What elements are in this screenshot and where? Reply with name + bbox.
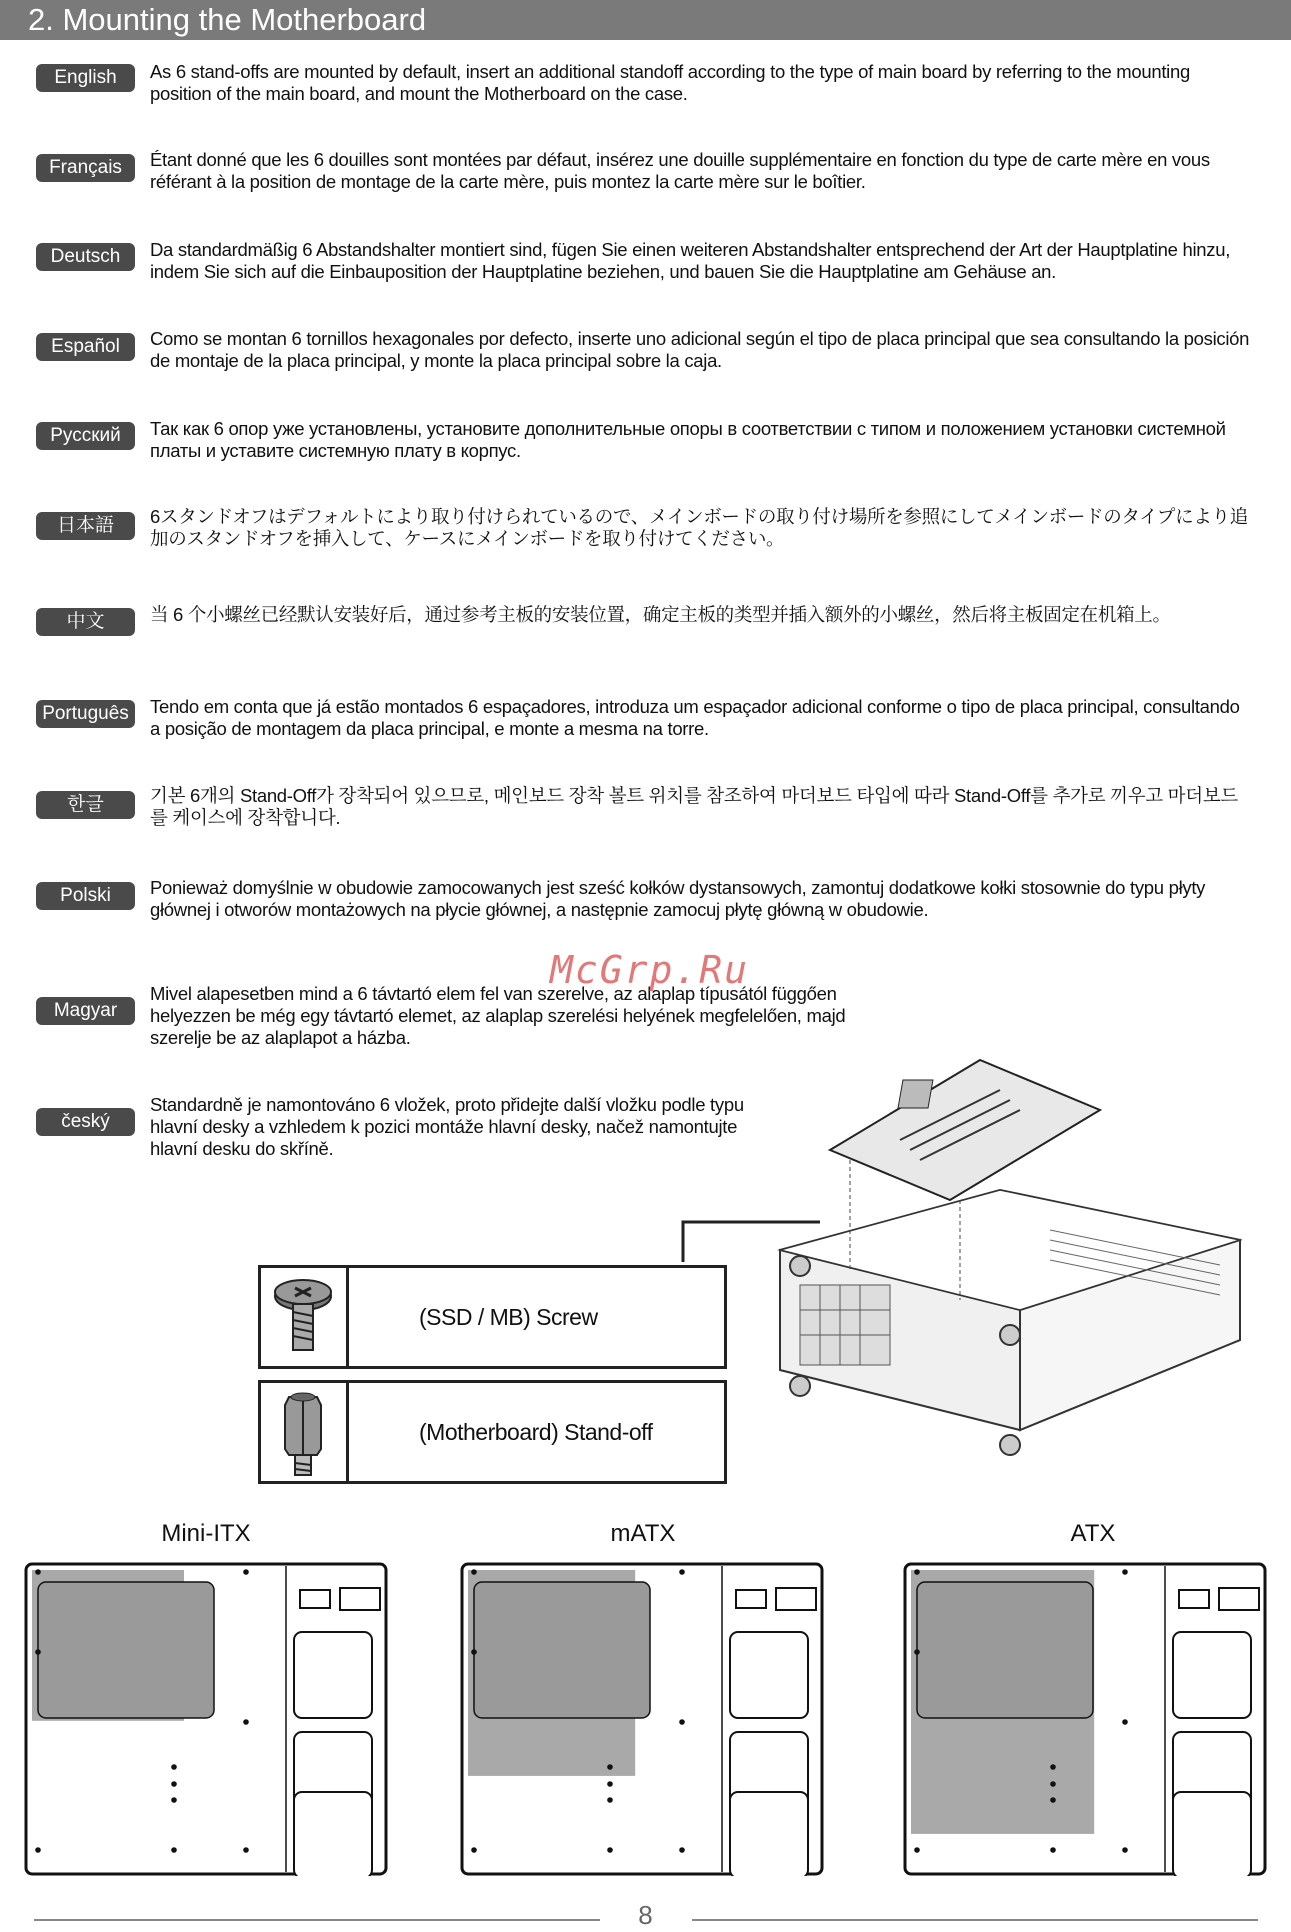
screw-icon — [261, 1268, 343, 1366]
standoff-hole — [35, 1847, 41, 1853]
language-badge: český — [36, 1108, 135, 1136]
bracket — [776, 1588, 816, 1610]
drive-cage — [294, 1792, 372, 1876]
standoff-hole — [914, 1569, 920, 1575]
standoff-hole — [243, 1569, 249, 1575]
standoff-hole — [1122, 1719, 1128, 1725]
standoff-hole — [1050, 1781, 1056, 1787]
standoff-hole — [243, 1719, 249, 1725]
language-text: 기본 6개의 Stand-Off가 장착되어 있으므로, 메인보드 장착 볼트 위치를 참조하여 마더보드 타입에 따라 Stand-Off를 추가로 끼우고 마더보드를 케이스에 장착합니다. — [150, 785, 1238, 828]
standoff-hole — [607, 1847, 613, 1853]
language-badge: 中文 — [36, 608, 135, 636]
standoff-hole — [914, 1847, 920, 1853]
language-text: Так как 6 опор уже установлены, установите дополнительные опоры в соответствии с типом и положением установки системной платы и уставите системную плату в корпус. — [150, 418, 1226, 461]
language-text: Étant donné que les 6 douilles sont montées par défaut, insérez une douille supplémentaire en fonction du type de carte mère en vous référant à la position de montage de la carte mère, puis montez la carte mère sur le boîtier. — [150, 149, 1210, 192]
standoff-hole — [679, 1719, 685, 1725]
layout-diagram-mini-itx — [24, 1562, 388, 1876]
drive-cage — [294, 1632, 372, 1718]
bracket — [300, 1590, 330, 1608]
standoff-hole — [171, 1781, 177, 1787]
legend-label: (Motherboard) Stand-off — [419, 1419, 653, 1445]
standoff-hole — [171, 1847, 177, 1853]
drive-cage — [730, 1632, 808, 1718]
standoff-hole — [1050, 1797, 1056, 1803]
language-badge: 한글 — [36, 791, 135, 819]
standoff-hole — [1050, 1764, 1056, 1770]
standoff-hole — [171, 1797, 177, 1803]
standoff-hole — [171, 1764, 177, 1770]
bracket — [1219, 1588, 1259, 1610]
language-text: Mivel alapesetben mind a 6 távtartó elem fel van szerelve, az alaplap típusától függően helyezzen be még egy távtartó elemet, az alaplap szerelési helyének megfelelően, majd szerelje be az alaplapot a házba. — [150, 983, 846, 1048]
standoff-hole — [607, 1797, 613, 1803]
cutout-window — [474, 1582, 650, 1718]
cutout-window — [38, 1582, 214, 1718]
layout-title-matx: mATX — [610, 1520, 676, 1547]
drive-cage — [1173, 1792, 1251, 1876]
bracket — [340, 1588, 380, 1610]
page-header — [0, 0, 1291, 40]
standoff-hole — [1050, 1847, 1056, 1853]
layout-title-atx: ATX — [1070, 1520, 1116, 1547]
language-badge: Magyar — [36, 997, 135, 1025]
language-text: 当 6 个小螺丝已经默认安装好后，通过参考主板的安装位置，确定主板的类型并插入额外的小螺丝，然后将主板固定在机箱上。 — [150, 604, 1171, 625]
standoff-hole — [471, 1649, 477, 1655]
legend-icon-cell — [261, 1268, 349, 1366]
case-illustration — [680, 1040, 1270, 1480]
standoff-hole — [35, 1649, 41, 1655]
cutout-window — [917, 1582, 1093, 1718]
language-badge: Français — [36, 154, 135, 182]
standoff-hole — [914, 1649, 920, 1655]
standoff-hole — [679, 1847, 685, 1853]
language-badge: English — [36, 64, 135, 92]
language-text: Tendo em conta que já estão montados 6 espaçadores, introduza um espaçador adicional conforme o tipo de placa principal, consultando a posição de montagem da placa principal, e monte a mesma na torre. — [150, 696, 1240, 739]
standoff-hole — [471, 1569, 477, 1575]
language-badge: Deutsch — [36, 243, 135, 271]
language-badge: Español — [36, 333, 135, 361]
bracket — [736, 1590, 766, 1608]
page-number: 8 — [638, 1900, 653, 1930]
language-text: As 6 stand-offs are mounted by default, insert an additional standoff according to the type of main board by referring to the mounting position of the main board, and mount the Motherboard on the case. — [150, 61, 1190, 104]
language-text: Ponieważ domyślnie w obudowie zamocowanych jest sześć kołków dystansowych, zamontuj dodatkowe kołki stosownie do typu płyty głównej i otworów montażowych na płycie głównej, a następnie zamocuj płytę główną w obudowie. — [150, 877, 1206, 920]
layout-diagram-atx — [903, 1562, 1267, 1876]
standoff-hole — [679, 1569, 685, 1575]
page-title: 2. Mounting the Motherboard — [28, 2, 427, 37]
language-badge: Polski — [36, 882, 135, 910]
standoff-hole — [243, 1847, 249, 1853]
standoff-hole — [607, 1764, 613, 1770]
watermark: McGrp.Ru — [550, 948, 750, 992]
standoff-hole — [471, 1847, 477, 1853]
language-text: Da standardmäßig 6 Abstandshalter montiert sind, fügen Sie einen weiteren Abstandshalter entsprechend der Art der Hauptplatine hinzu, indem Sie sich auf die Einbauposition der Hauptplatine beziehen, und bauen Sie die Hauptplatine am Gehäuse an. — [150, 239, 1231, 282]
language-text: Standardně je namontováno 6 vložek, proto přidejte další vložku podle typu hlavní desky a vzhledem k pozici montáže hlavní desky, načež namontujte hlavní desku do skříně. — [150, 1094, 744, 1159]
legend-label: (SSD / MB) Screw — [419, 1304, 598, 1330]
language-text: Como se montan 6 tornillos hexagonales por defecto, inserte uno adicional según el tipo de placa principal que sea consultando la posición de montaje de la placa principal, y monte la placa principal sobre la caja. — [150, 328, 1250, 371]
standoff-hole — [35, 1569, 41, 1575]
standoff-icon — [261, 1383, 343, 1481]
layout-diagram-matx — [460, 1562, 824, 1876]
legend-standoff — [258, 1380, 727, 1484]
legend-screw — [258, 1265, 727, 1369]
standoff-hole — [1122, 1569, 1128, 1575]
bracket — [1179, 1590, 1209, 1608]
standoff-hole — [607, 1781, 613, 1787]
legend-icon-cell — [261, 1383, 349, 1481]
language-badge: Português — [36, 700, 135, 728]
drive-cage — [1173, 1632, 1251, 1718]
language-text: 6スタンドオフはデフォルトにより取り付けられているので、メインボードの取り付け場所を参照にしてメインボードのタイプにより追加のスタンドオフを挿入して、ケースにメインボードを取り付けてください。 — [150, 506, 1248, 549]
language-badge: Русский — [36, 422, 135, 450]
layout-title-mini-itx: Mini-ITX — [161, 1520, 251, 1547]
language-badge: 日本語 — [36, 512, 135, 540]
standoff-hole — [1122, 1847, 1128, 1853]
drive-cage — [730, 1792, 808, 1876]
